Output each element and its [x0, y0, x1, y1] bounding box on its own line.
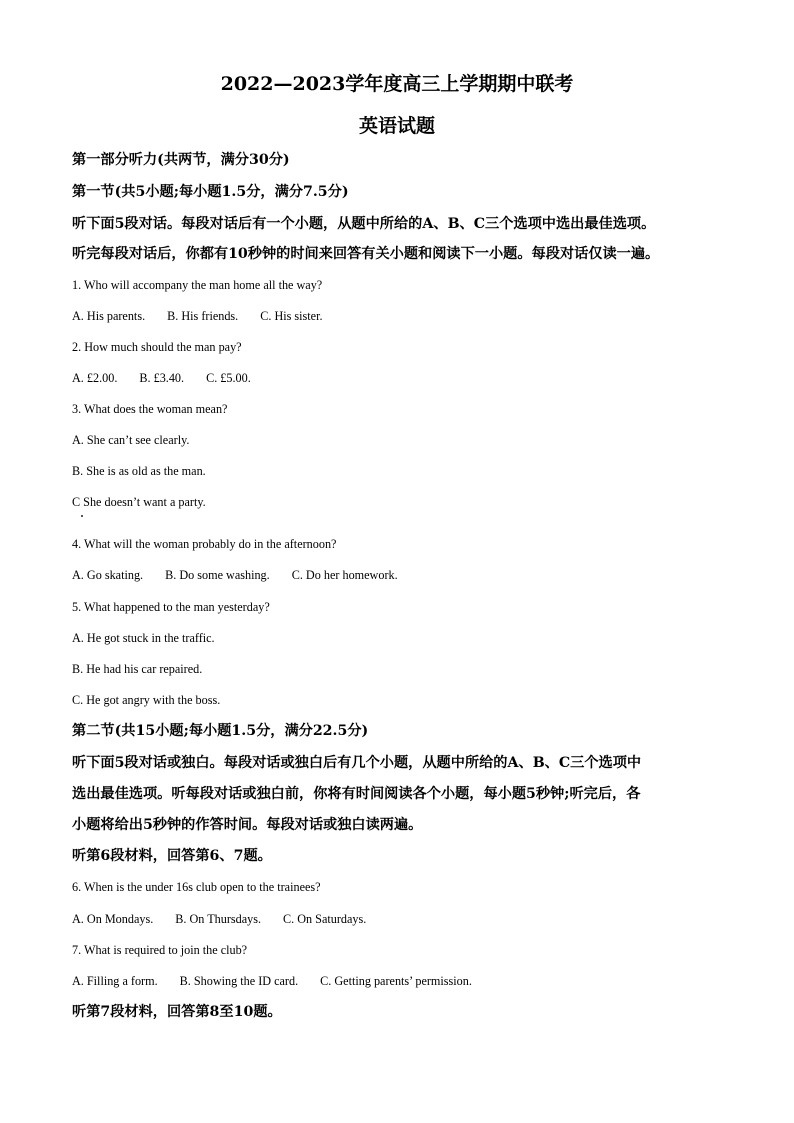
- option-2c: C. £5.00.: [206, 371, 251, 385]
- question-4-options: [72, 567, 398, 583]
- option-2b: B. £3.40.: [139, 371, 185, 385]
- question-5: 5. What happened to the man yesterday?: [72, 600, 270, 614]
- option-4c: C. Do her homework.: [291, 568, 398, 582]
- option-1b: B. His friends.: [167, 309, 239, 323]
- option-3a: A. She can’t see clearly.: [72, 433, 190, 447]
- option-5b: B. He had his car repaired.: [72, 662, 203, 676]
- option-7c: C. Getting parents’ permission.: [320, 974, 472, 988]
- option-3b: B. She is as old as the man.: [72, 464, 206, 478]
- section2-instruction-3: 小题将给出5秒钟的作答时间。每段对话或独白读两遍。: [72, 817, 423, 833]
- option-6b: B. On Thursdays.: [175, 912, 262, 926]
- option-7b: B. Showing the ID card.: [179, 974, 299, 988]
- option-1c: C. His sister.: [260, 309, 323, 323]
- question-1-options: [72, 308, 323, 324]
- option-5a: A. He got stuck in the traffic.: [72, 631, 215, 645]
- material-7-heading: 听第7段材料，回答第8至10题。: [72, 1004, 282, 1020]
- question-6: 6. When is the under 16s club open to the trainees?: [72, 880, 321, 894]
- question-7: 7. What is required to join the club?: [72, 943, 248, 957]
- question-6-options: [72, 911, 366, 927]
- section2-instruction-2: 选出最佳选项。听每段对话或独白前，你将有时间阅读各个小题，每小题5秒钟;听完后，各: [72, 786, 641, 802]
- question-3: 3. What does the woman mean?: [72, 402, 228, 416]
- question-2-options: [72, 370, 251, 386]
- option-4a: A. Go skating.: [72, 568, 144, 582]
- option-6a: A. On Mondays.: [72, 912, 154, 926]
- exam-subtitle: 英语试题: [358, 115, 435, 137]
- part1-heading: 第一部分听力(共两节，满分30分): [72, 152, 290, 168]
- stray-dot: [81, 515, 83, 517]
- option-3c: C She doesn’t want a party.: [72, 495, 206, 509]
- question-4: 4. What will the woman probably do in the afternoon?: [72, 537, 337, 551]
- section1-heading: 第一节(共5小题;每小题1.5分，满分7.5分): [72, 184, 349, 200]
- option-1a: A. His parents.: [72, 309, 146, 323]
- option-2a: A. £2.00.: [72, 371, 118, 385]
- option-4b: B. Do some washing.: [165, 568, 270, 582]
- section1-instruction-1: 听下面5段对话。每段对话后有一个小题，从题中所给的A、B、C三个选项中选出最佳选项。: [72, 216, 656, 232]
- option-6c: C. On Saturdays.: [283, 912, 367, 926]
- question-2: 2. How much should the man pay?: [72, 340, 242, 354]
- question-7-options: [72, 973, 472, 989]
- option-5c: C. He got angry with the boss.: [72, 693, 221, 707]
- section2-heading: 第二节(共15小题;每小题1.5分，满分22.5分): [72, 723, 369, 739]
- material-6-heading: 听第6段材料，回答第6、7题。: [72, 848, 272, 864]
- section1-instruction-2: 听完每段对话后，你都有10秒钟的时间来回答有关小题和阅读下一小题。每段对话仅读一遍。: [72, 246, 660, 262]
- exam-title: 2022—2023学年度高三上学期期中联考: [220, 73, 574, 95]
- section2-instruction-1: 听下面5段对话或独白。每段对话或独白后有几个小题，从题中所给的A、B、C三个选项中: [72, 755, 642, 771]
- option-7a: A. Filling a form.: [72, 974, 158, 988]
- question-1: 1. Who will accompany the man home all the way?: [72, 278, 323, 292]
